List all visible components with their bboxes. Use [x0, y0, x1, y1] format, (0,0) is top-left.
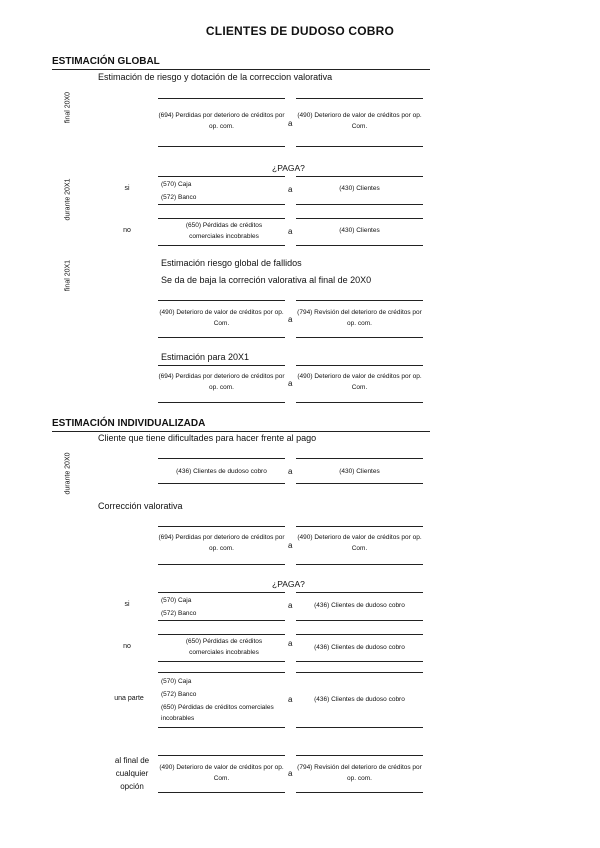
section-divider [52, 431, 430, 432]
rule [296, 755, 423, 756]
rule [296, 564, 423, 565]
credit-account: (430) Clientes [339, 185, 380, 192]
section-heading-individual: ESTIMACIÓN INDIVIDUALIZADA [52, 418, 206, 429]
credit-account: (436) Clientes de dudoso cobro [314, 602, 405, 609]
debit-account: (572) Banco [161, 610, 197, 617]
to-separator: a [288, 119, 293, 128]
rule [158, 727, 285, 728]
global-subtitle: Estimación de riesgo y dotación de la correccion valorativa [98, 72, 333, 82]
paga-question: ¿PAGA? [272, 579, 305, 589]
option-una-parte: una parte [114, 695, 144, 702]
rule [296, 300, 423, 301]
debit-account: (570) Caja [161, 678, 192, 685]
rule [158, 300, 285, 301]
rule [296, 634, 423, 635]
to-separator: a [288, 467, 293, 476]
rule [158, 483, 285, 484]
debit-account: (490) Deterioro de valor de créditos por op. Com. [159, 309, 284, 327]
rule [158, 620, 285, 621]
credit-account: (490) Deterioro de valor de créditos por op. Com. [297, 112, 422, 130]
to-separator: a [288, 379, 293, 388]
rule [296, 526, 423, 527]
debit-account: (694) Perdidas por deterioro de créditos por op. com. [158, 534, 285, 552]
paga-question: ¿PAGA? [272, 163, 305, 173]
section-heading-global: ESTIMACIÓN GLOBAL [52, 56, 160, 67]
correccion-text: Corrección valorativa [98, 501, 183, 511]
credit-account: (794) Revisión del deterioro de créditos por op. com. [297, 309, 422, 327]
rule [296, 146, 423, 147]
rule [158, 592, 285, 593]
rule [296, 98, 423, 99]
rule [296, 592, 423, 593]
debit-account: (650) Pérdidas de créditos comerciales incobrables [185, 638, 263, 656]
rule [158, 564, 285, 565]
rule [158, 526, 285, 527]
rule [296, 245, 423, 246]
rule [158, 245, 285, 246]
period-label-final-20X1: final 20X1 [64, 259, 72, 292]
rule [158, 634, 285, 635]
rule [158, 792, 285, 793]
rule [158, 337, 285, 338]
rule [296, 483, 423, 484]
rule [296, 620, 423, 621]
rule [158, 218, 285, 219]
to-separator: a [288, 227, 293, 236]
estimacion-20X1-text: Estimación para 20X1 [161, 352, 250, 362]
debit-account: (570) Caja [161, 597, 192, 604]
rule [158, 402, 285, 403]
to-separator: a [288, 315, 293, 324]
rule [158, 672, 285, 673]
rule [158, 365, 285, 366]
to-separator: a [288, 769, 293, 778]
option-si: si [124, 601, 130, 608]
credit-account: (436) Clientes de dudoso cobro [314, 644, 405, 651]
individual-subtitle: Cliente que tiene dificultades para hacer frente al pago [98, 433, 317, 443]
to-separator: a [288, 639, 293, 648]
credit-account: (430) Clientes [339, 227, 380, 234]
credit-account: (436) Clientes de dudoso cobro [314, 696, 405, 703]
rule [158, 755, 285, 756]
rule [296, 727, 423, 728]
credit-account: (794) Revisión del deterioro de créditos por op. com. [297, 764, 422, 782]
debit-account: (436) Clientes de dudoso cobro [176, 468, 267, 475]
rule [296, 176, 423, 177]
rule [158, 458, 285, 459]
estimacion-riesgo-text: Estimación riesgo global de fallidos [161, 258, 302, 268]
rule [296, 204, 423, 205]
rule [296, 365, 423, 366]
section-divider [52, 69, 430, 70]
to-separator: a [288, 541, 293, 550]
debit-account: (650) Pérdidas de créditos comerciales incobrables [161, 704, 274, 722]
debit-account: (572) Banco [161, 194, 197, 201]
option-al-final: al final de cualquier opción [114, 756, 150, 791]
period-label-final-20X0: final 20X0 [64, 91, 72, 124]
to-separator: a [288, 185, 293, 194]
rule [158, 98, 285, 99]
debit-account: (694) Perdidas por deterioro de créditos por op. com. [158, 373, 285, 391]
credit-account: (490) Deterioro de valor de créditos por op. Com. [297, 534, 422, 552]
rule [158, 146, 285, 147]
credit-account: (490) Deterioro de valor de créditos por op. Com. [297, 373, 422, 391]
debit-account: (490) Deterioro de valor de créditos por op. Com. [159, 764, 284, 782]
baja-text: Se da de baja la correción valorativa al final de 20X0 [161, 275, 372, 285]
option-no: no [123, 227, 131, 234]
period-label-durante-20X1: durante 20X1 [64, 178, 72, 221]
debit-account: (650) Pérdidas de créditos comerciales incobrables [185, 222, 263, 240]
rule [296, 792, 423, 793]
rule [158, 176, 285, 177]
credit-account: (430) Clientes [339, 468, 380, 475]
to-separator: a [288, 601, 293, 610]
rule [296, 218, 423, 219]
to-separator: a [288, 695, 293, 704]
rule [158, 661, 285, 662]
debit-account: (570) Caja [161, 181, 192, 188]
option-si: si [124, 185, 130, 192]
debit-account: (572) Banco [161, 691, 197, 698]
rule [296, 458, 423, 459]
period-label-durante-20X0: durante 20X0 [64, 452, 72, 495]
rule [296, 672, 423, 673]
rule [158, 204, 285, 205]
debit-account: (694) Perdidas por deterioro de créditos por op. com. [158, 112, 285, 130]
rule [296, 661, 423, 662]
page-title: CLIENTES DE DUDOSO COBRO [205, 24, 395, 38]
rule [296, 337, 423, 338]
rule [296, 402, 423, 403]
option-no: no [123, 643, 131, 650]
